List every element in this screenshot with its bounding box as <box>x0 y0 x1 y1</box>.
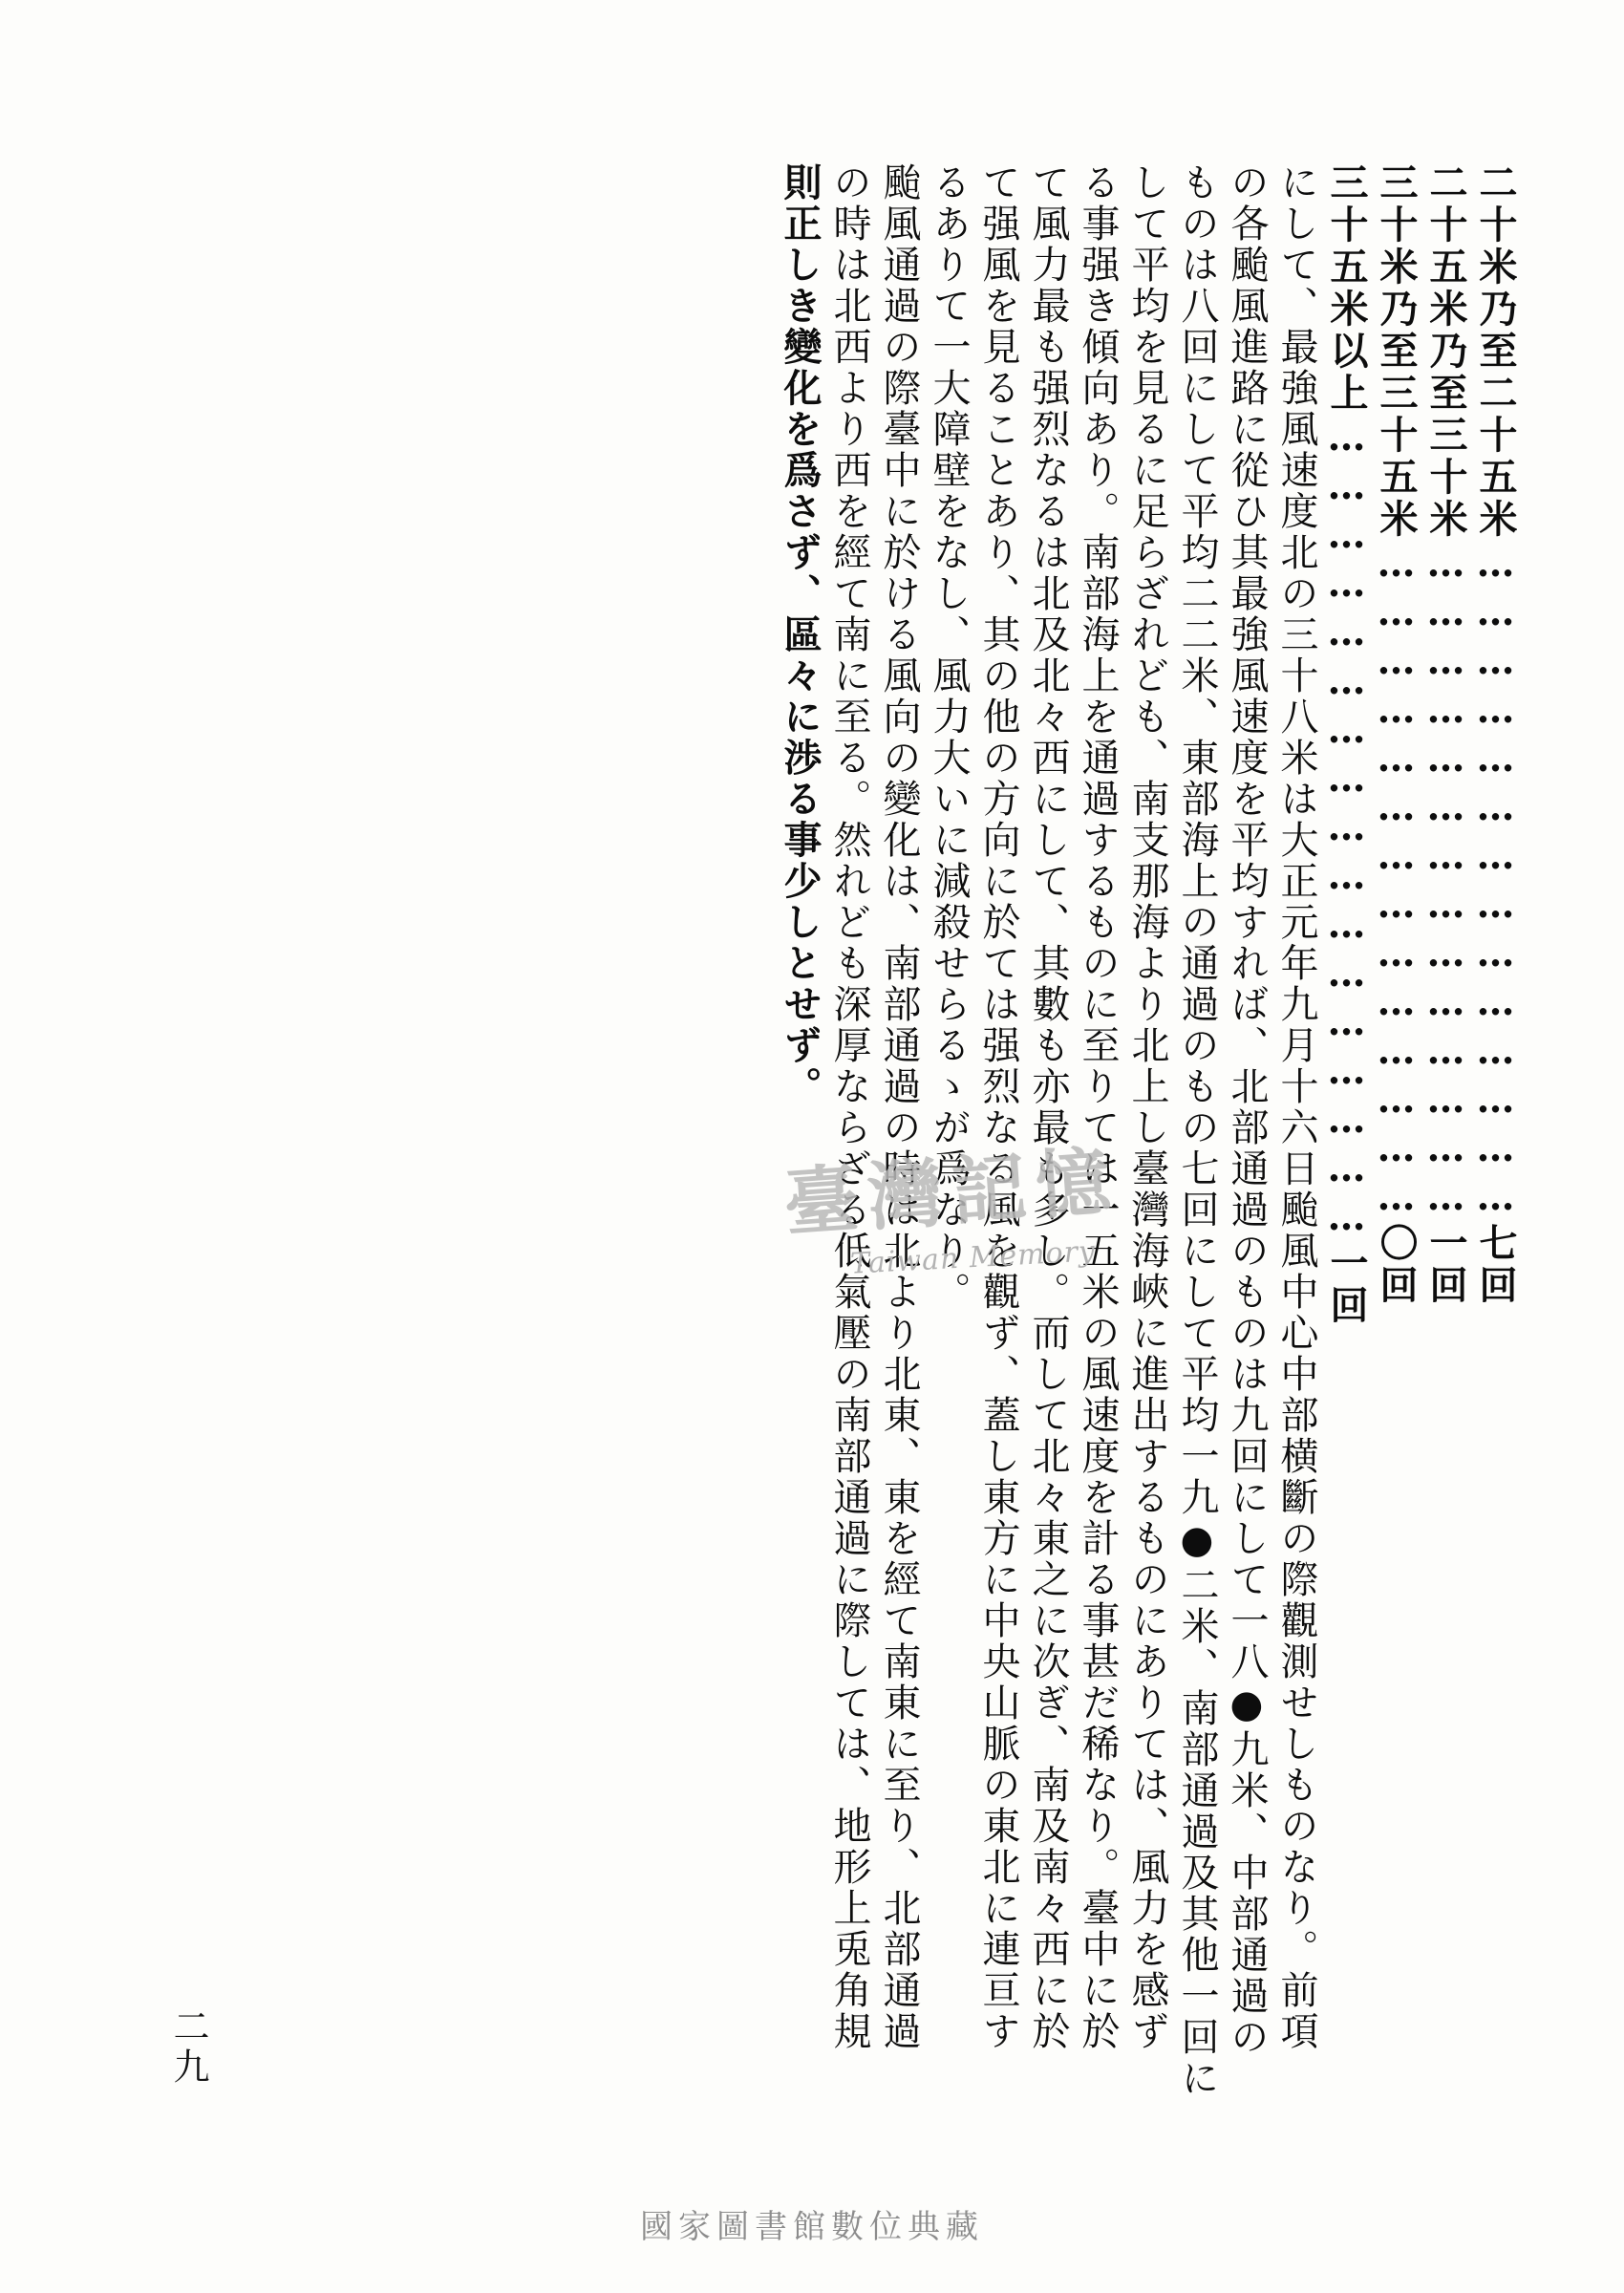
text-column: 二十米乃至二十五米……………………………………七回 <box>1473 162 1518 1307</box>
text-column: 颱風通過の際臺中に於ける風向の變化は、南部通過の時は北より北東、東を經て南東に至り、北部通過 <box>877 162 921 2052</box>
library-archive-stamp: 國家圖書館數位典藏 <box>640 2208 984 2246</box>
watermark-english-text: Taiwan Memory <box>849 1234 1097 1281</box>
text-column: るありて一大障壁をなし、風力大いに減殺せらるゝが爲なり。 <box>927 162 971 1313</box>
text-column: 則正しき變化を爲さず、區々に渉る事少しとせず。 <box>778 162 823 1107</box>
text-column: 三十米乃至三十五米……………………………………〇回 <box>1374 162 1419 1307</box>
text-column: の各颱風進路に從ひ其最強風速度を平均すれば、北部通過のものは九回にして一八●九米、中部通過の <box>1225 162 1269 2058</box>
text-column: て風力最も强烈なるは北及北々西にして、其數も亦最も多し。而して北々東之に次ぎ、南及南々西に於 <box>1026 162 1070 2052</box>
text-column: 三十五米以上……………………………………………一回 <box>1324 162 1369 1327</box>
text-column: 二十五米乃至三十米……………………………………一回 <box>1423 162 1468 1307</box>
watermark-chinese-text: 臺灣記憶 <box>780 1137 1123 1249</box>
text-column: にして、最強風速度北の三十八米は大正元年九月十六日颱風中心中部横斷の際觀測せしものなり。前項 <box>1274 162 1318 2052</box>
text-column: る事强き傾向あり。南部海上を通過するものに至りては一五米の風速度を計る事甚だ稀なり。臺中に於 <box>1076 162 1120 2052</box>
text-column: て强風を見ることあり、其の他の方向に於ては强烈なる風を觀ず、蓋し東方に中央山脈の東北に連亘す <box>976 162 1020 2052</box>
page-number: 二九 <box>167 2007 209 2088</box>
text-column: ものは八回にして平均二二米、東部海上の通過のもの七回にして平均一九●二米、南部通過及其他一回に <box>1175 162 1219 2099</box>
text-column: の時は北西より西を經て南に至る。然れども深厚ならざる低氣壓の南部通過に際しては、地形上兎角規 <box>827 162 871 2052</box>
text-column: して平均を見るに足らざれども、南支那海より北上し臺灣海峽に進出するものにありては、風力を感ず <box>1125 162 1169 2052</box>
vertical-text-block <box>769 162 1518 2099</box>
